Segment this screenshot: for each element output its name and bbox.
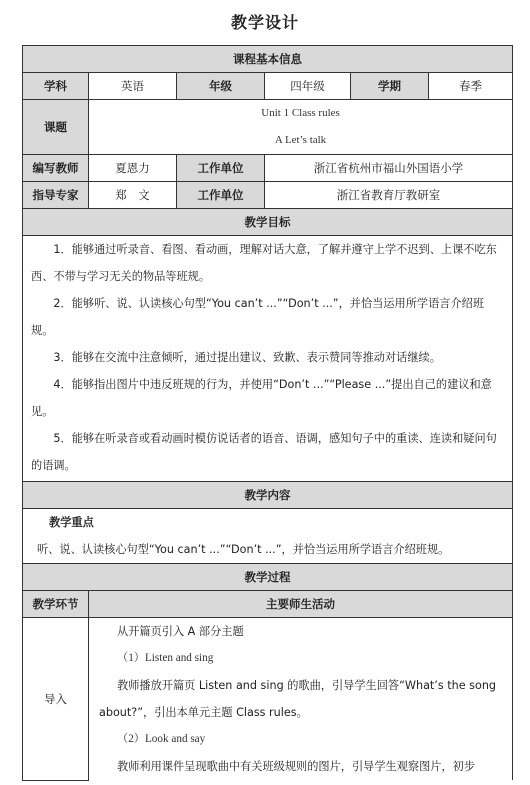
stage-name: 导入 xyxy=(23,618,89,781)
goal-item: 1．能够通过听录音、看图、看动画，理解对话大意，了解并遵守上学不迟到、上课不吃东西、不带与学习无关的物品等班规。 xyxy=(31,243,497,283)
document-title: 教学设计 xyxy=(230,13,299,32)
goal-item: 4．能够指出图片中违反班规的行为，并使用“Don’t ...”“Please ...”提出自己的建议和意见。 xyxy=(31,378,492,418)
activity-line: （2）Look and say xyxy=(117,733,206,745)
author-unit-value: 浙江省杭州市福山外国语小学 xyxy=(265,155,513,182)
activity-line: 从开篇页引入 A 部分主题 xyxy=(117,625,244,638)
topic-line-2: A Let’s talk xyxy=(274,134,327,146)
activity-line: 教师利用课件呈现歌曲中有关班级规则的图片，引导学生观察图片，初步 xyxy=(117,760,476,773)
topic-line-1: Unit 1 Class rules xyxy=(261,107,340,119)
key-point-label: 教学重点 xyxy=(49,516,94,529)
subject-label: 学科 xyxy=(23,73,89,100)
goals-body xyxy=(23,236,513,482)
expert-label: 指导专家 xyxy=(23,182,89,209)
topic-label: 课题 xyxy=(23,100,89,155)
author-value: 夏恩力 xyxy=(89,155,177,182)
key-point-text: 听、说、认读核心句型“You can’t ...”“Don’t ...”，并恰当运用所学语言介绍班规。 xyxy=(37,543,450,556)
grade-value: 四年级 xyxy=(265,73,351,100)
content-body xyxy=(23,509,513,564)
activity-line: （1）Listen and sing xyxy=(117,652,214,664)
activity-line: about?”，引出本单元主题 Class rules。 xyxy=(99,706,308,719)
goal-item: 2．能够听、说、认读核心句型“You can’t ...”“Don’t ...”，并恰当运用所学语言介绍班规。 xyxy=(31,297,485,337)
expert-value: 郑 文 xyxy=(89,182,177,209)
author-label: 编写教师 xyxy=(23,155,89,182)
lesson-plan-table xyxy=(22,45,513,781)
goals-header: 教学目标 xyxy=(23,209,513,236)
content-header: 教学内容 xyxy=(23,482,513,509)
goal-item: 3．能够在交流中注意倾听，通过提出建议、致歉、表示赞同等推动对话继续。 xyxy=(53,351,441,364)
expert-unit-value: 浙江省教育厅教研室 xyxy=(265,182,513,209)
expert-unit-label: 工作单位 xyxy=(177,182,265,209)
activity-column-header: 主要师生活动 xyxy=(89,591,513,618)
process-header: 教学过程 xyxy=(23,564,513,591)
topic-value xyxy=(89,100,513,155)
activity-body xyxy=(89,618,513,781)
goal-item: 5．能够在听录音或看动画时模仿说话者的语音、语调，感知句子中的重读、连读和疑问句的语调。 xyxy=(31,432,497,472)
subject-value: 英语 xyxy=(89,73,177,100)
author-unit-label: 工作单位 xyxy=(177,155,265,182)
basic-info-header: 课程基本信息 xyxy=(23,46,513,73)
grade-label: 年级 xyxy=(177,73,265,100)
stage-column-header: 教学环节 xyxy=(23,591,89,618)
term-label: 学期 xyxy=(351,73,429,100)
activity-line: 教师播放开篇页 Listen and sing 的歌曲，引导学生回答“What’s the song xyxy=(117,679,497,692)
term-value: 春季 xyxy=(429,73,513,100)
